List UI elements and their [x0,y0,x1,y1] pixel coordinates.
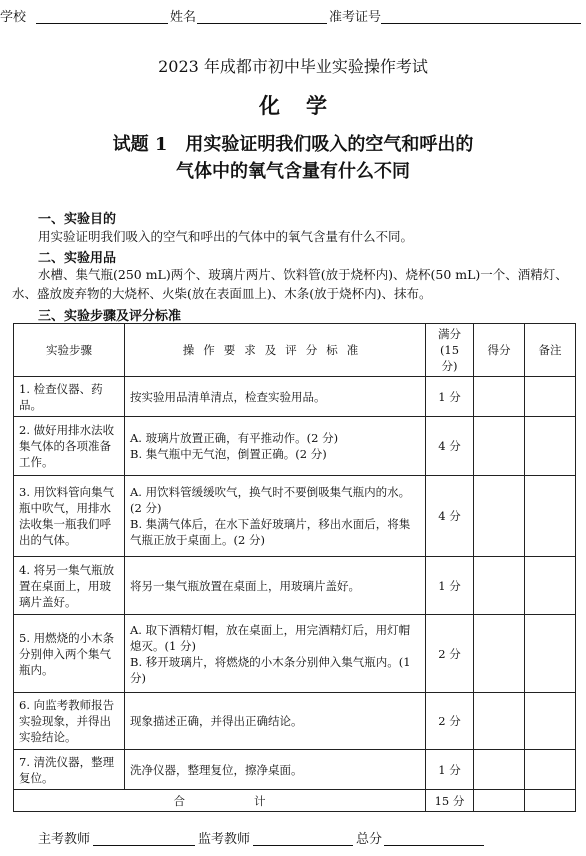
criteria-line: B. 移开玻璃片，将燃烧的小木条分别伸入集气瓶内。(1 分) [130,654,411,685]
step-cell: 6. 向监考教师报告实验现象，并得出实验结论。 [14,693,125,750]
score-cell[interactable] [474,476,525,557]
header-step: 实验步骤 [14,324,125,377]
step-cell: 3. 用饮料管向集气瓶中吹气，用排水法收集一瓶我们呼出的气体。 [14,476,125,557]
points-cell: 1 分 [426,557,474,615]
step-cell: 2. 做好用排水法收集气体的各项准备工作。 [14,417,125,476]
score-cell[interactable] [474,557,525,615]
question-title-line2: 气体中的氧气含量有什么不同 [176,161,410,182]
table-row [14,557,576,615]
criteria-line: 洗净仪器，整理复位，擦净桌面。 [130,762,303,777]
table-row [14,476,576,557]
note-cell[interactable] [525,750,576,790]
points-cell: 2 分 [426,615,474,693]
ticket-number-label: 准考证号 [329,10,382,25]
name-label: 姓名 [170,10,197,25]
proctor-blank[interactable] [253,845,353,846]
score-cell[interactable] [474,615,525,693]
signature-line [0,828,586,848]
ticket-number-blank[interactable] [381,23,581,24]
points-cell: 4 分 [426,417,474,476]
points-cell: 1 分 [426,750,474,790]
table-row [14,417,576,476]
total-score-blank[interactable] [384,845,484,846]
chief-examiner-blank[interactable] [93,845,195,846]
step-cell: 4. 将另一集气瓶放置在桌面上，用玻璃片盖好。 [14,557,125,615]
table-header-row [14,324,576,377]
proctor-label: 监考教师 [198,832,251,847]
school-blank[interactable] [36,23,168,24]
section-objective-text: 用实验证明我们吸入的空气和呼出的气体中的氧气含量有什么不同。 [38,229,414,244]
step-cell: 1. 检查仪器、药品。 [14,377,125,417]
note-cell[interactable] [525,693,576,750]
scoring-table [13,323,576,812]
note-cell[interactable] [525,557,576,615]
points-cell: 4 分 [426,476,474,557]
criteria-line: A. 用饮料管缓缓吹气，换气时不要倒吸集气瓶内的水。(2 分) [130,485,411,515]
table-row [14,615,576,693]
section-procedure-heading: 三、实验步骤及评分标准 [38,309,182,324]
note-cell[interactable] [525,377,576,417]
criteria-line: 按实验用品清单清点，检查实验用品。 [130,389,326,404]
header-note: 备注 [525,324,576,377]
step-cell: 7. 清洗仪器，整理复位。 [14,750,125,790]
criteria-cell [125,557,426,615]
subject-title: 化学 [259,93,353,118]
criteria-cell [125,417,426,476]
question-title-line1: 试题 1 用实验证明我们吸入的空气和呼出的 [112,134,474,155]
criteria-line: 现象描述正确，并得出正确结论。 [130,714,303,728]
exam-title: 2023 年成都市初中毕业实验操作考试 [158,57,428,76]
total-label: 合 计 [14,790,426,812]
score-cell[interactable] [474,750,525,790]
criteria-cell [125,476,426,557]
note-cell[interactable] [525,476,576,557]
score-cell[interactable] [474,417,525,476]
score-cell[interactable] [474,377,525,417]
criteria-line: B. 集气瓶中无气泡，倒置正确。(2 分) [130,447,327,461]
note-cell[interactable] [525,417,576,476]
criteria-cell [125,615,426,693]
table-row [14,750,576,790]
school-label: 学校 [0,10,27,25]
points-cell: 1 分 [426,377,474,417]
criteria-line: 将另一集气瓶放置在桌面上，用玻璃片盖好。 [130,578,360,593]
section-objective-heading: 一、实验目的 [38,212,117,227]
chief-examiner-label: 主考教师 [38,832,91,847]
table-row [14,693,576,750]
total-points: 15 分 [426,790,474,812]
total-score-label: 总分 [356,832,383,847]
section-materials-heading: 二、实验用品 [38,251,117,266]
criteria-cell [125,750,426,790]
total-score-cell[interactable] [474,790,525,812]
candidate-info-line [0,6,586,26]
header-full-score-line1: 满分 [438,327,461,341]
points-cell: 2 分 [426,693,474,750]
note-cell[interactable] [525,615,576,693]
criteria-line: B. 集满气体后，在水下盖好玻璃片，移出水面后，将集气瓶正放于桌面上。(2 分) [130,517,411,547]
criteria-line: A. 取下酒精灯帽，放在桌面上，用完酒精灯后，用灯帽熄灭。(1 分) [130,622,411,653]
table-row [14,377,576,417]
total-note-cell[interactable] [525,790,576,812]
header-criteria: 操作要求及评分标准 [125,324,426,377]
header-full-score-line2: (15 分) [439,343,460,373]
section-materials-text: 水槽、集气瓶(250 mL)两个、玻璃片两片、饮料管(放于烧杯内)、烧杯(50 mL)一个、酒精灯、水、盛放废弃物的大烧杯、火柴(放在表面皿上)、木条(放于烧杯内)、抹布。 [12,267,568,301]
header-score: 得分 [474,324,525,377]
criteria-line: A. 玻璃片放置正确，有平推动作。(2 分) [130,431,339,445]
criteria-cell [125,377,426,417]
criteria-cell [125,693,426,750]
header-full-score [426,324,474,377]
step-cell: 5. 用燃烧的小木条分别伸入两个集气瓶内。 [14,615,125,693]
total-row [14,790,576,812]
name-blank[interactable] [197,23,327,24]
score-cell[interactable] [474,693,525,750]
